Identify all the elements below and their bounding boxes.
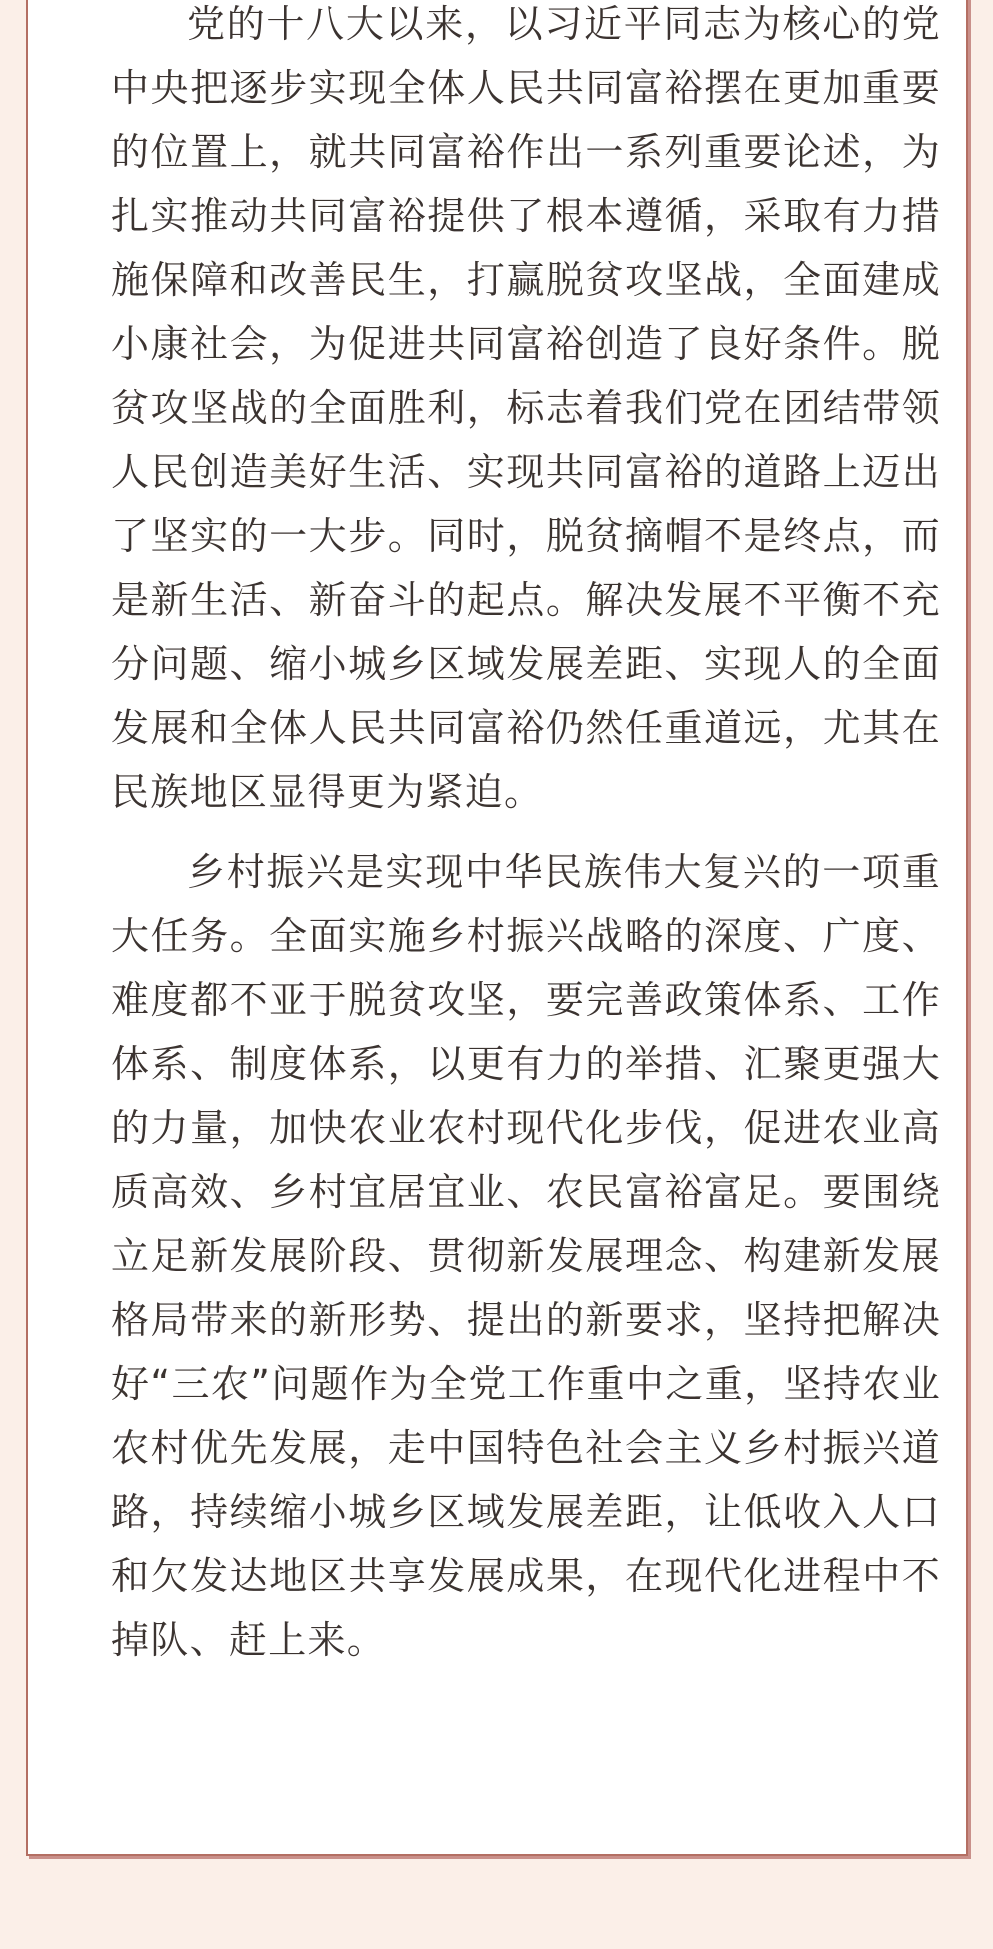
article-card: [26, 0, 968, 1856]
paragraph-rural-revitalization: 乡村振兴是实现中华民族伟大复兴的一项重大任务。全面实施乡村振兴战略的深度、广度、难度都不亚于脱贫攻坚，要完善政策体系、工作体系、制度体系，以更有力的举措、汇聚更强大的力量，加快农业农村现代化步伐，促进农业高质高效、乡村宜居宜业、农民富裕富足。要围绕立足新发展阶段、贯彻新发展理念、构建新发展格局带来的新形势、提出的新要求，坚持把解决好“三农”问题作为全党工作重中之重，坚持农业农村优先发展，走中国特色社会主义乡村振兴道路，持续缩小城乡区域发展差距，让低收入人口和欠发达地区共享发展成果，在现代化进程中不掉队、赶上来。: [111, 850, 941, 1662]
paragraph-common-prosperity: 党的十八大以来，以习近平同志为核心的党中央把逐步实现全体人民共同富裕摆在更加重要的位置上，就共同富裕作出一系列重要论述，为扎实推动共同富裕提供了根本遵循，采取有力措施保障和改善民生，打赢脱贫攻坚战，全面建成小康社会，为促进共同富裕创造了良好条件。脱贫攻坚战的全面胜利，标志着我们党在团结带领人民创造美好生活、实现共同富裕的道路上迈出了坚实的一大步。同时，脱贫摘帽不是终点，而是新生活、新奋斗的起点。解决发展不平衡不充分问题、缩小城乡区域发展差距、实现人的全面发展和全体人民共同富裕仍然任重道远，尤其在民族地区显得更为紧迫。: [111, 2, 941, 814]
article-body: [111, 0, 941, 1672]
